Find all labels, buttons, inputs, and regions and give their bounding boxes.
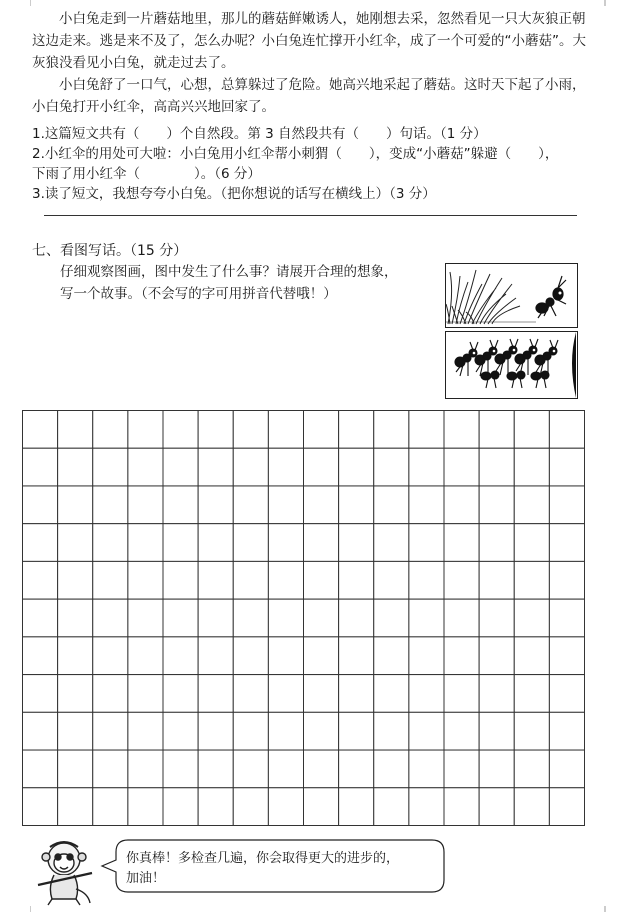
grid-cell[interactable] xyxy=(549,788,584,826)
grid-cell[interactable] xyxy=(128,712,163,750)
grid-cell[interactable] xyxy=(268,448,303,486)
grid-cell[interactable] xyxy=(479,599,514,637)
section-title: 七、看图写话。（15 分） xyxy=(32,243,188,259)
grid-cell[interactable] xyxy=(23,411,58,449)
grid-cell[interactable] xyxy=(233,599,268,637)
grid-cell[interactable] xyxy=(93,448,128,486)
grid-cell[interactable] xyxy=(514,675,549,713)
grid-cell[interactable] xyxy=(58,448,93,486)
question-1: 1.这篇短文共有（ ）个自然段。第 3 自然段共有（ ）句话。（1 分） xyxy=(32,126,487,142)
grid-cell[interactable] xyxy=(479,411,514,449)
grid-cell[interactable] xyxy=(23,637,58,675)
grid-cell[interactable] xyxy=(128,524,163,562)
grid-cell[interactable] xyxy=(233,448,268,486)
grid-cell[interactable] xyxy=(549,750,584,788)
encouragement-text: 你真棒！多检查几遍，你会取得更大的进步的， 加油！ xyxy=(126,851,400,886)
answer-line[interactable] xyxy=(44,215,577,216)
grid-cell[interactable] xyxy=(479,750,514,788)
grid-cell[interactable] xyxy=(304,637,339,675)
ant-group-illustration xyxy=(446,332,577,398)
grid-cell[interactable] xyxy=(268,486,303,524)
grid-cell[interactable] xyxy=(233,637,268,675)
grid-cell[interactable] xyxy=(198,448,233,486)
grid-cell[interactable] xyxy=(444,712,479,750)
grid-cell[interactable] xyxy=(163,637,198,675)
grid-cell[interactable] xyxy=(93,411,128,449)
grid-cell[interactable] xyxy=(444,599,479,637)
grid-cell[interactable] xyxy=(374,524,409,562)
grid-cell[interactable] xyxy=(549,599,584,637)
grid-cell[interactable] xyxy=(128,448,163,486)
grid-cell[interactable] xyxy=(444,411,479,449)
question-3: 3.读了短文，我想夸夸小白兔。（把你想说的话写在横线上）（3 分） xyxy=(32,186,436,202)
section-instructions: 仔细观察图画，图中发生了什么事？请展开合理的想象， 写一个故事。（不会写的字可用拼音代替哦！） xyxy=(60,264,398,302)
grid-cell[interactable] xyxy=(549,712,584,750)
grid-cell[interactable] xyxy=(128,411,163,449)
grid-cell[interactable] xyxy=(163,411,198,449)
grid-cell[interactable] xyxy=(304,411,339,449)
grid-cell[interactable] xyxy=(304,599,339,637)
grid-cell[interactable] xyxy=(514,486,549,524)
grid-cell[interactable] xyxy=(304,486,339,524)
grid-cell[interactable] xyxy=(339,788,374,826)
grid-cell[interactable] xyxy=(514,448,549,486)
grid-cell[interactable] xyxy=(444,675,479,713)
grid-cell[interactable] xyxy=(23,675,58,713)
grid-cell[interactable] xyxy=(233,712,268,750)
grid-cell[interactable] xyxy=(23,750,58,788)
grid-cell[interactable] xyxy=(198,788,233,826)
grid-cell[interactable] xyxy=(93,712,128,750)
grid-cell[interactable] xyxy=(339,675,374,713)
grid-cell[interactable] xyxy=(549,486,584,524)
grass-ant-picture xyxy=(445,263,578,328)
grid-cell[interactable] xyxy=(93,750,128,788)
grid-cell[interactable] xyxy=(23,486,58,524)
grid-cell[interactable] xyxy=(58,524,93,562)
grid-cell[interactable] xyxy=(514,750,549,788)
grid-cell[interactable] xyxy=(58,750,93,788)
grid-cell[interactable] xyxy=(304,788,339,826)
grid-cell[interactable] xyxy=(339,637,374,675)
grid-cell[interactable] xyxy=(409,637,444,675)
grid-cell[interactable] xyxy=(268,524,303,562)
grid-cell[interactable] xyxy=(409,675,444,713)
grid-cell[interactable] xyxy=(374,448,409,486)
grid-cell[interactable] xyxy=(409,788,444,826)
grid-cell[interactable] xyxy=(304,750,339,788)
grid-cell[interactable] xyxy=(339,561,374,599)
grid-cell[interactable] xyxy=(409,486,444,524)
grid-cell[interactable] xyxy=(128,486,163,524)
grid-cell[interactable] xyxy=(233,411,268,449)
grid-cell[interactable] xyxy=(163,524,198,562)
grid-cell[interactable] xyxy=(198,712,233,750)
grid-cell[interactable] xyxy=(198,524,233,562)
grid-cell[interactable] xyxy=(163,788,198,826)
grid-cell[interactable] xyxy=(58,411,93,449)
grid-cell[interactable] xyxy=(198,599,233,637)
grid-cell[interactable] xyxy=(58,788,93,826)
grid-cell[interactable] xyxy=(163,599,198,637)
grid-cell[interactable] xyxy=(198,637,233,675)
grid-cell[interactable] xyxy=(514,788,549,826)
grid-cell[interactable] xyxy=(444,486,479,524)
grid-cell[interactable] xyxy=(23,448,58,486)
grid-cell[interactable] xyxy=(374,637,409,675)
grid-cell[interactable] xyxy=(409,712,444,750)
grid-cell[interactable] xyxy=(268,675,303,713)
grid-cell[interactable] xyxy=(409,750,444,788)
grid-cell[interactable] xyxy=(479,788,514,826)
grid-cell[interactable] xyxy=(479,712,514,750)
grid-cell[interactable] xyxy=(268,788,303,826)
grid-cell[interactable] xyxy=(374,712,409,750)
grid-cell[interactable] xyxy=(444,788,479,826)
grid-cell[interactable] xyxy=(374,750,409,788)
grid-cell[interactable] xyxy=(268,750,303,788)
grid-cell[interactable] xyxy=(479,637,514,675)
crop-mark xyxy=(30,906,36,912)
grid-cell[interactable] xyxy=(233,486,268,524)
grid-cell[interactable] xyxy=(339,750,374,788)
crop-mark xyxy=(30,0,36,6)
grid-cell[interactable] xyxy=(163,486,198,524)
grid-cell[interactable] xyxy=(128,637,163,675)
grid-cell[interactable] xyxy=(339,486,374,524)
grid-cell[interactable] xyxy=(479,486,514,524)
grid-cell[interactable] xyxy=(268,712,303,750)
grid-cell[interactable] xyxy=(23,599,58,637)
grid-cell[interactable] xyxy=(198,411,233,449)
crop-mark xyxy=(600,906,606,912)
grid-cell[interactable] xyxy=(549,524,584,562)
grid-cell[interactable] xyxy=(479,561,514,599)
grid-cell[interactable] xyxy=(374,788,409,826)
grid-cell[interactable] xyxy=(233,524,268,562)
grid-cell[interactable] xyxy=(444,750,479,788)
grid-cell[interactable] xyxy=(374,675,409,713)
story-paragraph-1: 小白兔走到一片蘑菇地里，那儿的蘑菇鲜嫩诱人，她刚想去采，忽然看见一只大灰狼正朝这边走来。逃是来不及了，怎么办呢？小白兔连忙撑开小红伞，成了一个可爱的“小蘑菇”。大灰狼没看见小白兔，就走过去了。 xyxy=(32,11,586,71)
grid-cell[interactable] xyxy=(23,524,58,562)
grid-cell[interactable] xyxy=(444,561,479,599)
grid-cell[interactable] xyxy=(514,411,549,449)
grid-cell[interactable] xyxy=(514,524,549,562)
grid-cell[interactable] xyxy=(163,675,198,713)
grid-cell[interactable] xyxy=(549,448,584,486)
grid-cell[interactable] xyxy=(339,448,374,486)
grid-cell[interactable] xyxy=(58,712,93,750)
grid-cell[interactable] xyxy=(58,637,93,675)
ant-group-picture xyxy=(445,331,578,399)
grid-cell[interactable] xyxy=(444,448,479,486)
grid-cell[interactable] xyxy=(58,486,93,524)
grid-cell[interactable] xyxy=(479,675,514,713)
grid-cell[interactable] xyxy=(479,524,514,562)
grid-cell[interactable] xyxy=(233,561,268,599)
grass-ant-illustration xyxy=(446,264,577,327)
grid-cell[interactable] xyxy=(268,411,303,449)
grid-cell[interactable] xyxy=(374,486,409,524)
grid-cell[interactable] xyxy=(409,411,444,449)
grid-cell[interactable] xyxy=(163,750,198,788)
grid-cell[interactable] xyxy=(374,411,409,449)
grid-cell[interactable] xyxy=(339,599,374,637)
monkey-mascot-icon xyxy=(30,833,100,907)
grid-cell[interactable] xyxy=(444,637,479,675)
grid-cell[interactable] xyxy=(93,561,128,599)
grid-cell[interactable] xyxy=(163,712,198,750)
grid-cell[interactable] xyxy=(374,599,409,637)
grid-cell[interactable] xyxy=(198,486,233,524)
grid-cell[interactable] xyxy=(58,561,93,599)
grid-cell[interactable] xyxy=(549,637,584,675)
grid-cell[interactable] xyxy=(93,524,128,562)
grid-cell[interactable] xyxy=(233,788,268,826)
grid-cell[interactable] xyxy=(409,524,444,562)
grid-cell[interactable] xyxy=(339,524,374,562)
grid-cell[interactable] xyxy=(409,599,444,637)
grid-cell[interactable] xyxy=(268,599,303,637)
grid-cell[interactable] xyxy=(23,712,58,750)
grid-cell[interactable] xyxy=(128,750,163,788)
grid-cell[interactable] xyxy=(514,637,549,675)
grid-cell[interactable] xyxy=(549,411,584,449)
grid-cell[interactable] xyxy=(304,712,339,750)
grid-cell[interactable] xyxy=(304,524,339,562)
grid-cell[interactable] xyxy=(58,599,93,637)
grid-cell[interactable] xyxy=(268,561,303,599)
grid-cell[interactable] xyxy=(304,675,339,713)
crop-mark xyxy=(600,0,606,6)
grid-cell[interactable] xyxy=(339,712,374,750)
grid-cell[interactable] xyxy=(304,448,339,486)
question-2: 2.小红伞的用处可大啦：小白兔用小红伞帮小刺猬（ ），变成“小蘑菇”躲避（ ）， 下雨了用小红伞（ ）。（6 分） xyxy=(32,146,559,182)
grid-cell[interactable] xyxy=(268,637,303,675)
grid-cell[interactable] xyxy=(93,637,128,675)
grid-cell[interactable] xyxy=(128,675,163,713)
grid-cell[interactable] xyxy=(198,561,233,599)
writing-grid[interactable] xyxy=(22,410,585,826)
grid-cell[interactable] xyxy=(549,561,584,599)
grid-cell[interactable] xyxy=(163,448,198,486)
grid-cell[interactable] xyxy=(374,561,409,599)
grid-cell[interactable] xyxy=(93,788,128,826)
grid-cell[interactable] xyxy=(479,448,514,486)
grid-cell[interactable] xyxy=(93,599,128,637)
grid-cell[interactable] xyxy=(514,712,549,750)
grid-cell[interactable] xyxy=(304,561,339,599)
grid-cell[interactable] xyxy=(93,675,128,713)
grid-cell[interactable] xyxy=(198,750,233,788)
story-paragraph-2: 小白兔舒了一口气，心想，总算躲过了危险。她高兴地采起了蘑菇。这时天下起了小雨，小白兔打开小红伞，高高兴兴地回家了。 xyxy=(32,77,586,115)
grid-cell[interactable] xyxy=(23,561,58,599)
mascot-illustration xyxy=(30,833,100,907)
grid-cell[interactable] xyxy=(409,561,444,599)
grid-cell[interactable] xyxy=(23,788,58,826)
grid-cell[interactable] xyxy=(233,750,268,788)
grid-cell[interactable] xyxy=(128,788,163,826)
grid-cell[interactable] xyxy=(549,675,584,713)
grid-cell[interactable] xyxy=(514,599,549,637)
grid-cell[interactable] xyxy=(128,561,163,599)
grid-cell[interactable] xyxy=(198,675,233,713)
grid-cell[interactable] xyxy=(444,524,479,562)
grid-cell[interactable] xyxy=(163,561,198,599)
grid-cell[interactable] xyxy=(233,675,268,713)
grid-cell[interactable] xyxy=(339,411,374,449)
grid-cell[interactable] xyxy=(93,486,128,524)
grid-cell[interactable] xyxy=(58,675,93,713)
grid-cell[interactable] xyxy=(128,599,163,637)
grid-cell[interactable] xyxy=(514,561,549,599)
grid-cell[interactable] xyxy=(409,448,444,486)
